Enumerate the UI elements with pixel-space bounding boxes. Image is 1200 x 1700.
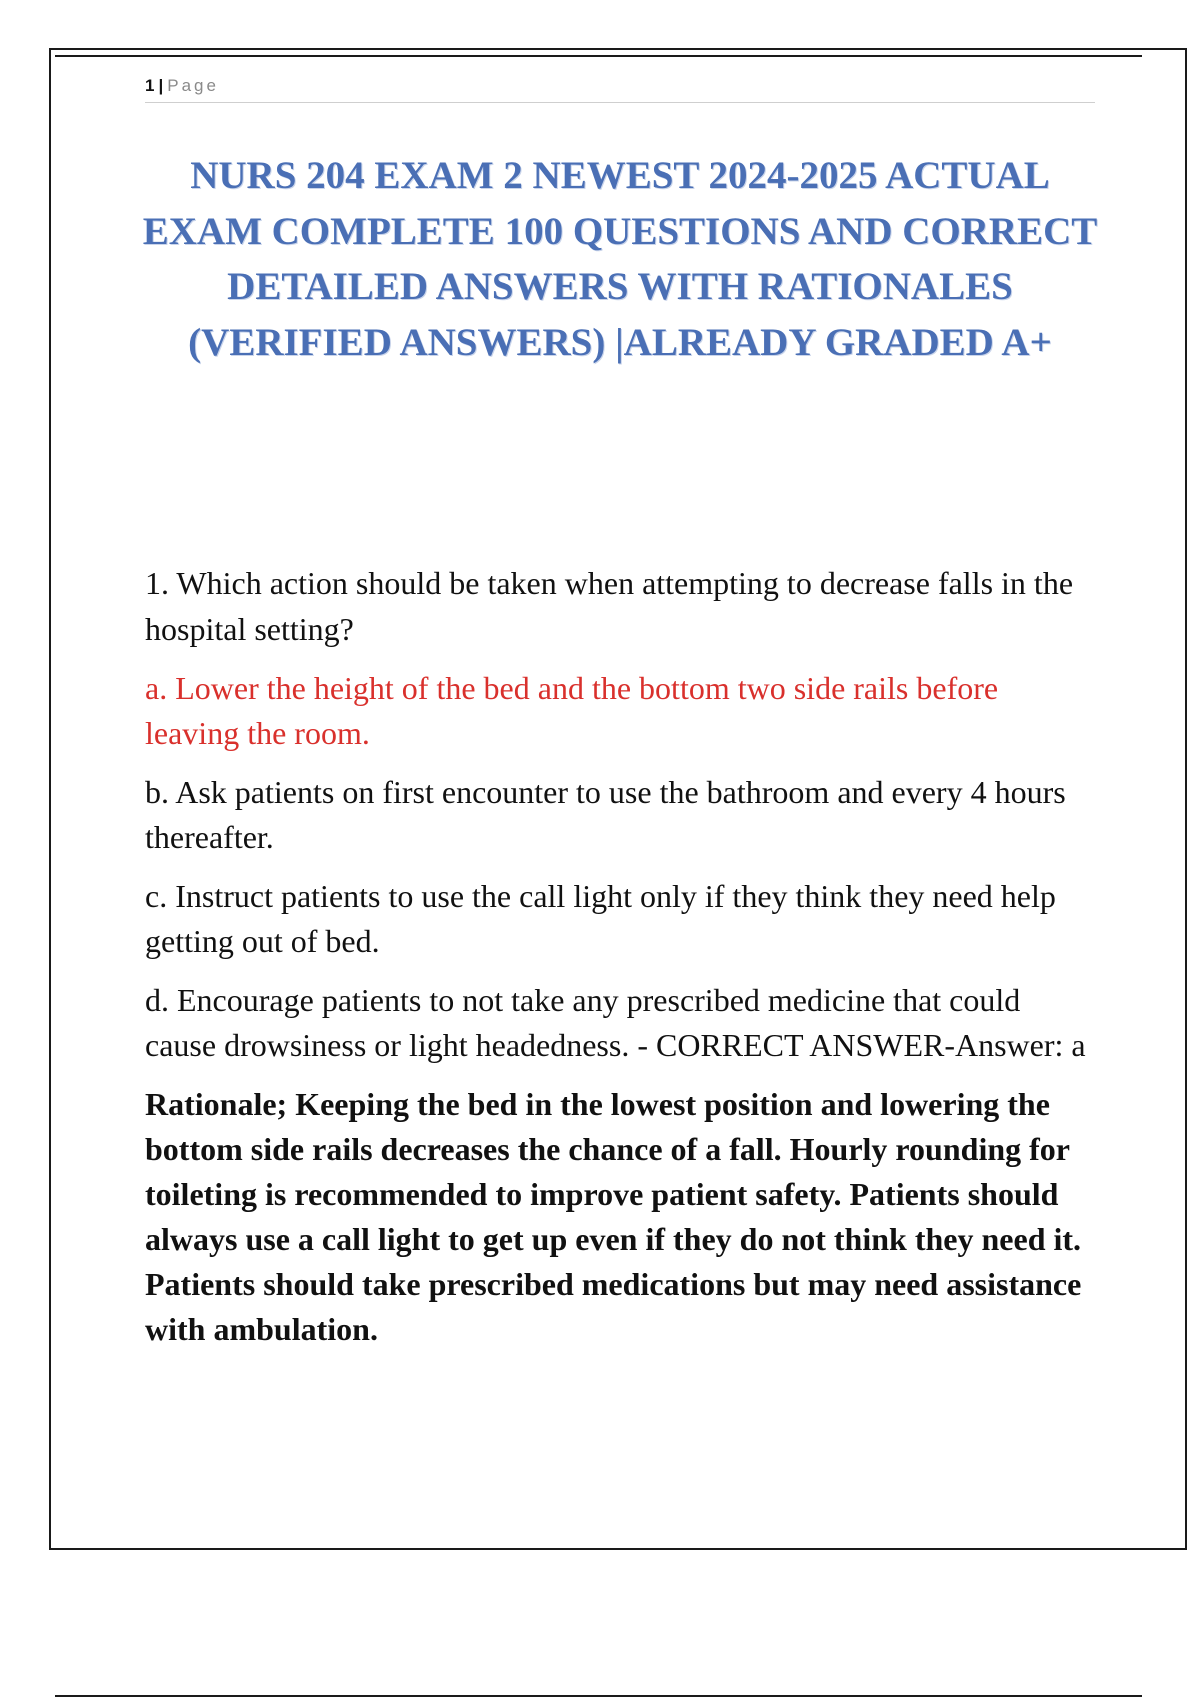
page-separator: | bbox=[158, 76, 164, 95]
rationale-text: Rationale; Keeping the bed in the lowest position and lowering the bottom side rails decreases the chance of a fall. Hourly rounding for toileting is recommended to improve patient safety. Patients should always use a call light to get up even if they do not think they need it. Patients should take prescribed medications but may need assistance with ambulation. bbox=[145, 1086, 1082, 1347]
page-header bbox=[145, 72, 1095, 103]
option-d: d. Encourage patients to not take any prescribed medicine that could cause drowsiness or light headedness. - CORRECT ANSWER-Answer: a bbox=[145, 982, 1086, 1063]
page-label: Page bbox=[167, 76, 219, 95]
option-c: c. Instruct patients to use the call light only if they think they need help getting out of bed. bbox=[145, 878, 1056, 959]
question-block bbox=[145, 560, 1090, 1352]
option-a-correct: a. Lower the height of the bed and the bottom two side rails before leaving the room. bbox=[145, 670, 999, 751]
top-rule bbox=[55, 55, 1142, 57]
page-number: 1 bbox=[145, 76, 155, 95]
document-title: NURS 204 EXAM 2 NEWEST 2024-2025 ACTUAL EXAM COMPLETE 100 QUESTIONS AND CORRECT DETAILED ANSWERS WITH RATIONALES (VERIFIED ANSWERS) |ALREADY GRADED A+ bbox=[142, 154, 1098, 364]
question-text: 1. Which action should be taken when attempting to decrease falls in the hospital setting? bbox=[145, 565, 1074, 647]
option-b: b. Ask patients on first encounter to use the bathroom and every 4 hours thereafter. bbox=[145, 774, 1066, 855]
bottom-rule bbox=[55, 1695, 1142, 1697]
